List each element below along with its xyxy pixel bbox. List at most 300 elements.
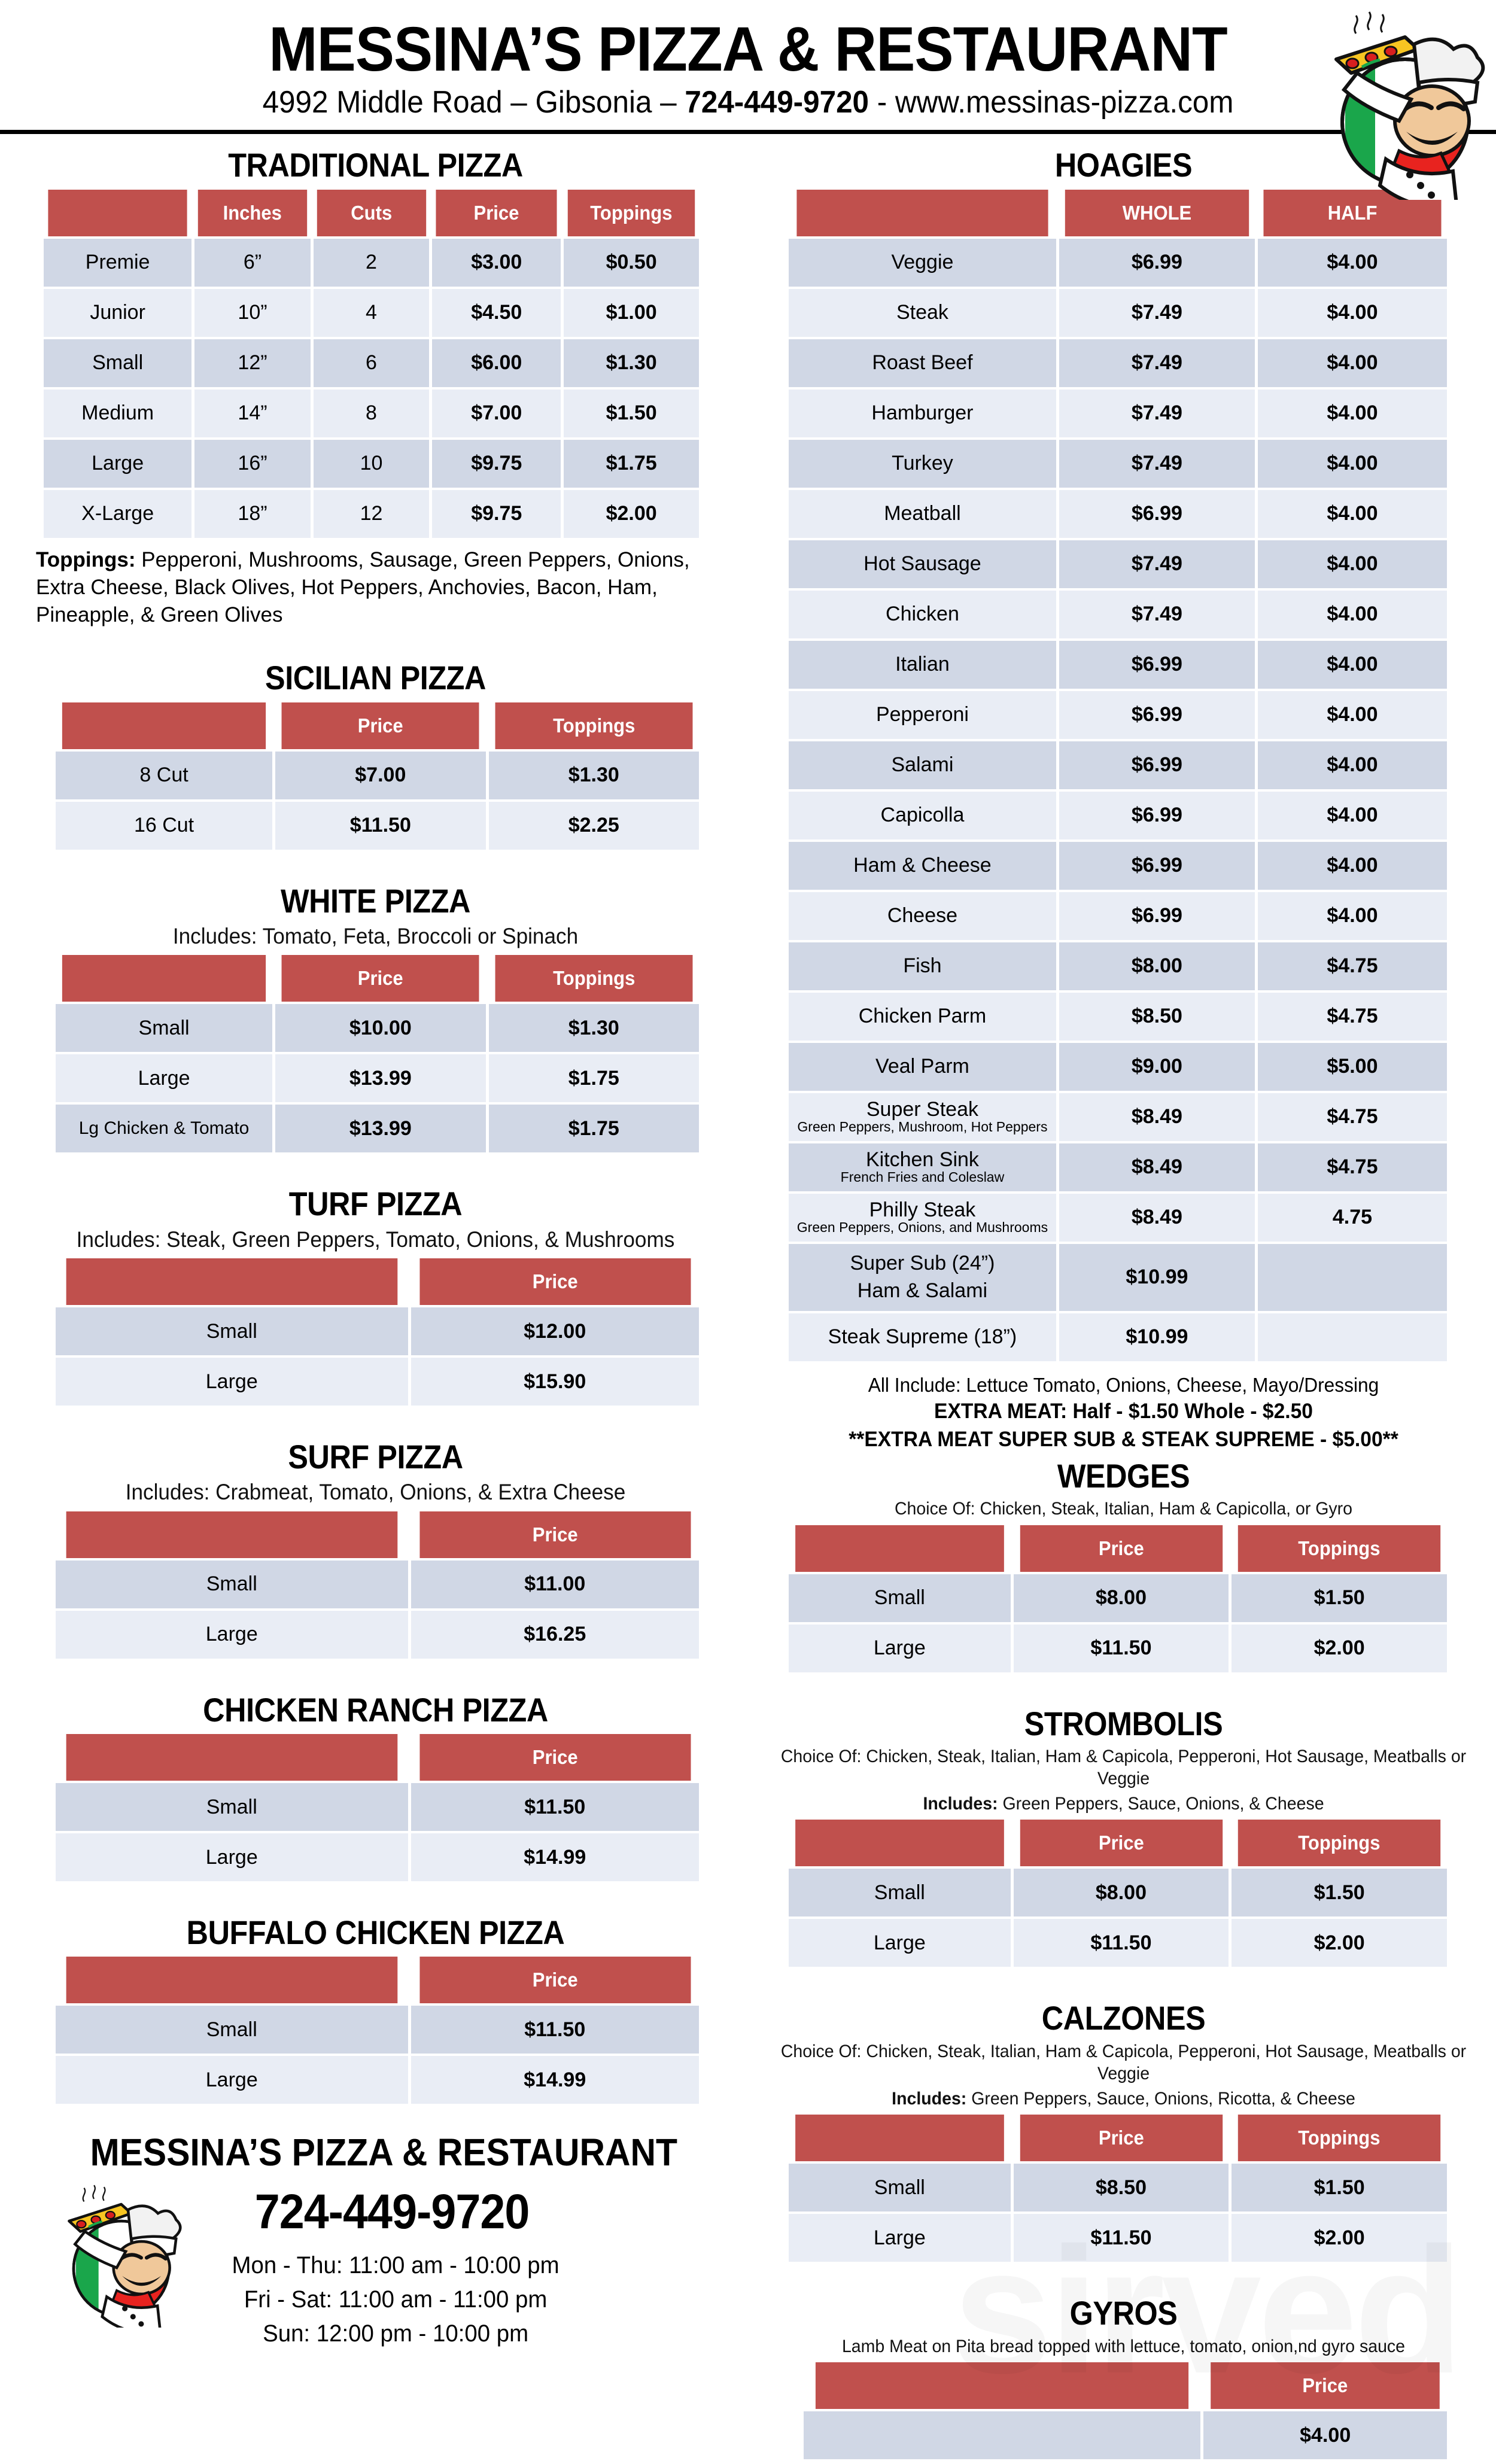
col-header-blank	[66, 1511, 397, 1558]
restaurant-contact-line	[38, 84, 1459, 130]
col-header-price: Price	[1020, 1525, 1222, 1572]
table-header-row	[56, 1957, 699, 2003]
cell-price: $11.50	[1014, 2214, 1229, 2262]
col-header-blank	[66, 1957, 397, 2003]
table-header-row	[56, 1258, 699, 1305]
table-header-row	[44, 190, 699, 236]
cell-toppings: $1.50	[1232, 1869, 1447, 1917]
hours-line: Fri - Sat: 11:00 am - 11:00 pm	[244, 2286, 548, 2313]
cell-whole: $6.99	[1059, 239, 1255, 287]
turf-pizza-subtitle: Includes: Steak, Green Peppers, Tomato, Onions, & Mushrooms	[76, 1227, 675, 1252]
cell-name: Large	[789, 1625, 1011, 1672]
hoagies-note-includes: All Include: Lettuce Tomato, Onions, Cheese, Mayo/Dressing	[868, 1373, 1379, 1396]
col-header-blank	[795, 1525, 1004, 1572]
cell-toppings: $1.75	[489, 1054, 699, 1102]
website-text[interactable]: - www.messinas-pizza.com	[869, 85, 1234, 120]
phone-number[interactable]: 724-449-9720	[685, 85, 869, 120]
surf-pizza-subtitle: Includes: Crabmeat, Tomato, Onions, & Extra Cheese	[125, 1480, 626, 1505]
address-text: 4992 Middle Road – Gibsonia –	[262, 85, 685, 120]
col-header-toppings: Toppings	[1238, 2115, 1440, 2161]
traditional-toppings-note	[36, 546, 718, 629]
table-row	[789, 792, 1447, 839]
calzones-table	[786, 2112, 1450, 2264]
cell-name: Lg Chicken & Tomato	[56, 1105, 272, 1152]
cell-price: $11.50	[1014, 1625, 1229, 1672]
cell-half: $4.00	[1258, 741, 1447, 789]
cell-price: $10.00	[275, 1004, 485, 1052]
table-header-row	[789, 1820, 1447, 1866]
footer-hours	[15, 2249, 736, 2350]
cell-half	[1258, 1313, 1447, 1361]
cell-inches: 18”	[194, 490, 311, 538]
cell-whole: $7.49	[1059, 440, 1255, 488]
surf-pizza-table	[53, 1509, 702, 1661]
cell-price: $11.50	[1014, 1919, 1229, 1967]
cell-name: X-Large	[44, 490, 191, 538]
left-column	[0, 145, 751, 2462]
col-header-blank	[816, 2362, 1189, 2409]
cell-price: $14.99	[411, 1833, 700, 1881]
cell-name: Roast Beef	[789, 339, 1056, 387]
table-row	[789, 540, 1447, 588]
table-row	[56, 1833, 699, 1881]
cell-name: Small	[44, 339, 191, 387]
cell-name: Chicken Parm	[789, 993, 1056, 1041]
cell-whole: $7.49	[1059, 289, 1255, 337]
cell-name: Steak	[789, 289, 1056, 337]
table-row	[56, 1358, 699, 1406]
cell-whole: $9.00	[1059, 1043, 1255, 1091]
cell-whole: $7.49	[1059, 591, 1255, 638]
col-header-inches: Inches	[198, 190, 307, 236]
table-row	[789, 641, 1447, 689]
gyros-table	[801, 2360, 1450, 2462]
cell-toppings: $1.30	[489, 1004, 699, 1052]
cell-name: Large	[56, 1611, 408, 1659]
turf-pizza-title: TURF PIZZA	[288, 1185, 463, 1223]
cell-name: Junior	[44, 289, 191, 337]
cell-toppings: $1.00	[564, 289, 699, 337]
table-header-row	[789, 2115, 1447, 2161]
col-header-cuts: Cuts	[317, 190, 426, 236]
cell-half: $4.75	[1258, 993, 1447, 1041]
cell-whole: $7.49	[1059, 390, 1255, 437]
cell-half: 4.75	[1258, 1194, 1447, 1242]
surf-pizza-title: SURF PIZZA	[288, 1438, 463, 1476]
cell-price: $8.50	[1014, 2164, 1229, 2211]
footer-block	[0, 2130, 751, 2387]
cell-name	[789, 1093, 1056, 1141]
cell-whole: $7.49	[1059, 540, 1255, 588]
item-note: Green Peppers, Mushroom, Hot Peppers	[797, 1118, 1048, 1134]
cell-name: Italian	[789, 641, 1056, 689]
cell-toppings: $2.00	[1232, 1625, 1447, 1672]
cell-name: Small	[789, 1869, 1011, 1917]
table-row	[789, 1244, 1447, 1311]
table-row	[789, 691, 1447, 739]
item-note: Ham & Salami	[857, 1279, 988, 1302]
cell-name: Large	[56, 1358, 408, 1406]
cell-whole: $8.49	[1059, 1093, 1255, 1141]
cell-half: $5.00	[1258, 1043, 1447, 1091]
table-row	[789, 289, 1447, 337]
hoagies-table	[786, 187, 1450, 1364]
table-row	[789, 239, 1447, 287]
cell-name: Veal Parm	[789, 1043, 1056, 1091]
cell-price: $11.50	[411, 1783, 700, 1831]
cell-name: Small	[789, 2164, 1011, 2211]
footer-phone-number[interactable]: 724-449-9720	[254, 2185, 530, 2240]
cell-half	[1258, 1244, 1447, 1311]
white-pizza-subtitle: Includes: Tomato, Feta, Broccoli or Spinach	[172, 924, 579, 949]
table-header-row	[56, 955, 699, 1002]
table-row	[789, 1574, 1447, 1622]
cell-toppings: $2.00	[1232, 1919, 1447, 1967]
table-row	[789, 1143, 1447, 1191]
table-row	[44, 289, 699, 337]
table-row	[789, 1625, 1447, 1672]
col-header-toppings: Toppings	[495, 702, 692, 749]
table-row	[804, 2411, 1447, 2459]
item-note: French Fries and Coleslaw	[840, 1169, 1005, 1185]
cell-name: Hot Sausage	[789, 540, 1056, 588]
table-row	[789, 1869, 1447, 1917]
cell-price: $11.00	[411, 1560, 700, 1608]
cell-toppings: $2.00	[564, 490, 699, 538]
table-row	[789, 490, 1447, 538]
table-row	[789, 942, 1447, 990]
cell-half: $4.00	[1258, 842, 1447, 890]
hoagies-note-extra-meat-super: **EXTRA MEAT SUPER SUB & STEAK SUPREME - $5.00**	[849, 1427, 1398, 1451]
cell-cuts: 2	[314, 239, 430, 287]
table-row	[789, 440, 1447, 488]
table-row	[56, 1560, 699, 1608]
col-header-price: Price	[282, 955, 479, 1002]
cell-cuts: 8	[314, 390, 430, 437]
item-note: Green Peppers, Onions, and Mushrooms	[796, 1219, 1048, 1235]
table-row	[789, 892, 1447, 940]
includes-text: Green Peppers, Sauce, Onions, Ricotta, & Cheese	[966, 2088, 1355, 2109]
cell-half: $4.00	[1258, 540, 1447, 588]
cell-name: Meatball	[789, 490, 1056, 538]
col-header-half: HALF	[1263, 190, 1441, 236]
cell-toppings: $2.25	[489, 802, 699, 850]
cell-price: $15.90	[411, 1358, 700, 1406]
strombolis-includes	[770, 1793, 1477, 1815]
white-pizza-title: WHITE PIZZA	[280, 881, 471, 920]
calzones-includes	[770, 2088, 1477, 2110]
col-header-price: Price	[1211, 2362, 1440, 2409]
cell-name: Pepperoni	[789, 691, 1056, 739]
col-header-price: Price	[1020, 2115, 1222, 2161]
col-header-toppings: Toppings	[495, 955, 692, 1002]
buffalo-chicken-pizza-table	[53, 1954, 702, 2106]
header-divider	[0, 130, 1496, 134]
hoagies-title: HOAGIES	[1054, 146, 1193, 184]
cell-name	[789, 1194, 1056, 1242]
cell-price: $4.00	[1203, 2411, 1447, 2459]
toppings-list: Pepperoni, Mushrooms, Sausage, Green Peppers, Onions, Extra Cheese, Black Olives, Hot Peppers, Anchovies, Bacon, Ham, Pineapple, & Green Olives	[36, 547, 690, 627]
col-header-price: Price	[419, 1511, 691, 1558]
cell-name: Small	[56, 1307, 408, 1355]
col-header-price: Price	[419, 1734, 691, 1781]
strombolis-subtitle: Choice Of: Chicken, Steak, Italian, Ham & Capicola, Pepperoni, Hot Sausage, Meatballs or Veggie	[780, 1746, 1467, 1789]
cell-whole: $6.99	[1059, 691, 1255, 739]
chicken-ranch-pizza-title: CHICKEN RANCH PIZZA	[203, 1690, 548, 1729]
cell-toppings: $1.75	[489, 1105, 699, 1152]
cell-price: $7.00	[275, 752, 485, 799]
buffalo-chicken-pizza-title: BUFFALO CHICKEN PIZZA	[186, 1914, 565, 1952]
col-header-blank	[66, 1258, 397, 1305]
col-header-toppings: Toppings	[1238, 1820, 1440, 1866]
col-header-price: Price	[1020, 1820, 1222, 1866]
table-row	[789, 339, 1447, 387]
table-row	[789, 2164, 1447, 2211]
cell-half: $4.00	[1258, 239, 1447, 287]
cell-price: $4.50	[432, 289, 561, 337]
table-header-row	[804, 2362, 1447, 2409]
col-header-price: Price	[436, 190, 557, 236]
cell-name: Medium	[44, 390, 191, 437]
table-row	[789, 591, 1447, 638]
cell-price: $3.00	[432, 239, 561, 287]
table-row	[44, 440, 699, 488]
cell-price: $12.00	[411, 1307, 700, 1355]
cell-name: Ham & Cheese	[789, 842, 1056, 890]
cell-name: Capicolla	[789, 792, 1056, 839]
table-row	[789, 1313, 1447, 1361]
cell-half: $4.00	[1258, 490, 1447, 538]
col-header-toppings: Toppings	[568, 190, 695, 236]
cell-inches: 10”	[194, 289, 311, 337]
cell-name: Large	[44, 440, 191, 488]
table-row	[56, 752, 699, 799]
table-row	[789, 1043, 1447, 1091]
cell-price: $16.25	[411, 1611, 700, 1659]
cell-whole: $6.99	[1059, 490, 1255, 538]
cell-whole: $7.49	[1059, 339, 1255, 387]
cell-whole: $8.00	[1059, 942, 1255, 990]
table-row	[789, 842, 1447, 890]
item-name: Super Sub (24”)	[850, 1251, 995, 1274]
strombolis-table	[786, 1817, 1450, 1969]
cell-whole: $6.99	[1059, 741, 1255, 789]
right-column	[751, 145, 1496, 2462]
cell-cuts: 6	[314, 339, 430, 387]
cell-cuts: 4	[314, 289, 430, 337]
traditional-pizza-title: TRADITIONAL PIZZA	[228, 146, 523, 184]
cell-inches: 16”	[194, 440, 311, 488]
cell-toppings: $0.50	[564, 239, 699, 287]
cell-name: Large	[56, 1833, 408, 1881]
includes-label: Includes:	[892, 2088, 967, 2109]
footer-restaurant-name: MESSINA’S PIZZA & RESTAURANT	[90, 2131, 677, 2174]
cell-half: $4.00	[1258, 691, 1447, 739]
hoagies-notes	[766, 1372, 1481, 1453]
cell-whole: $6.99	[1059, 842, 1255, 890]
col-header-price: Price	[419, 1258, 691, 1305]
table-row	[44, 339, 699, 387]
gyros-title: GYROS	[1069, 2294, 1178, 2332]
table-header-row	[56, 1734, 699, 1781]
table-row	[44, 390, 699, 437]
cell-price: $7.00	[432, 390, 561, 437]
cell-name: Small	[56, 1783, 408, 1831]
cell-name: Large	[56, 2056, 408, 2104]
table-row	[789, 390, 1447, 437]
table-row	[789, 1194, 1447, 1242]
traditional-pizza-table	[41, 187, 702, 540]
cell-cuts: 12	[314, 490, 430, 538]
cell-whole: $6.99	[1059, 792, 1255, 839]
table-row	[56, 2006, 699, 2054]
cell-name	[789, 1244, 1056, 1311]
table-row	[44, 490, 699, 538]
cell-name: Fish	[789, 942, 1056, 990]
table-row	[56, 1004, 699, 1052]
cell-name: Small	[56, 1560, 408, 1608]
cell-name: Cheese	[789, 892, 1056, 940]
cell-half: $4.75	[1258, 1143, 1447, 1191]
sicilian-pizza-table	[53, 700, 702, 852]
cell-name: Small	[56, 2006, 408, 2054]
col-header-blank	[795, 1820, 1004, 1866]
toppings-label: Toppings:	[36, 547, 136, 571]
item-name: Kitchen Sink	[865, 1148, 979, 1172]
cell-toppings: $1.75	[564, 440, 699, 488]
cell-half: $4.00	[1258, 289, 1447, 337]
table-header-row	[56, 702, 699, 749]
cell-price: $8.00	[1014, 1574, 1229, 1622]
col-header-whole: WHOLE	[1065, 190, 1249, 236]
cell-half: $4.00	[1258, 792, 1447, 839]
calzones-subtitle: Choice Of: Chicken, Steak, Italian, Ham & Capicola, Pepperoni, Hot Sausage, Meatballs or Veggie	[780, 2041, 1467, 2084]
turf-pizza-table	[53, 1256, 702, 1408]
cell-inches: 12”	[194, 339, 311, 387]
cell-half: $4.00	[1258, 591, 1447, 638]
chicken-ranch-pizza-table	[53, 1732, 702, 1884]
table-row	[56, 802, 699, 850]
cell-half: $4.00	[1258, 641, 1447, 689]
col-header-price: Price	[282, 702, 479, 749]
cell-toppings: $1.30	[564, 339, 699, 387]
cell-price: $8.00	[1014, 1869, 1229, 1917]
cell-whole: $10.99	[1059, 1244, 1255, 1311]
cell-name: Chicken	[789, 591, 1056, 638]
wedges-table	[786, 1523, 1450, 1675]
cell-name	[789, 1143, 1056, 1191]
col-header-blank	[62, 955, 266, 1002]
table-row	[56, 1307, 699, 1355]
cell-toppings: $1.50	[1232, 2164, 1447, 2211]
cell-half: $4.75	[1258, 942, 1447, 990]
white-pizza-table	[53, 953, 702, 1155]
cell-name	[804, 2411, 1200, 2459]
page-header	[0, 0, 1496, 134]
table-row	[789, 741, 1447, 789]
cell-name: Salami	[789, 741, 1056, 789]
cell-name: 8 Cut	[56, 752, 272, 799]
cell-price: $13.99	[275, 1105, 485, 1152]
sicilian-pizza-title: SICILIAN PIZZA	[265, 659, 486, 697]
col-header-price: Price	[419, 1957, 691, 2003]
table-row	[56, 1611, 699, 1659]
col-header-toppings: Toppings	[1238, 1525, 1440, 1572]
cell-name: Turkey	[789, 440, 1056, 488]
cell-name: Hamburger	[789, 390, 1056, 437]
cell-whole: $6.99	[1059, 641, 1255, 689]
table-row	[56, 1105, 699, 1152]
cell-whole: $8.49	[1059, 1143, 1255, 1191]
hours-line: Sun: 12:00 pm - 10:00 pm	[263, 2320, 529, 2347]
cell-toppings: $1.50	[1232, 1574, 1447, 1622]
cell-name: Large	[789, 1919, 1011, 1967]
col-header-blank	[795, 2115, 1004, 2161]
cell-price: $9.75	[432, 440, 561, 488]
table-row	[44, 239, 699, 287]
table-row	[789, 2214, 1447, 2262]
cell-half: $4.00	[1258, 339, 1447, 387]
cell-half: $4.75	[1258, 1093, 1447, 1141]
table-row	[789, 1093, 1447, 1141]
table-row	[56, 1783, 699, 1831]
cell-half: $4.00	[1258, 892, 1447, 940]
includes-text: Green Peppers, Sauce, Onions, & Cheese	[998, 1793, 1324, 1814]
wedges-subtitle: Choice Of: Chicken, Steak, Italian, Ham & Capicolla, or Gyro	[894, 1499, 1353, 1519]
hoagies-note-extra-meat: EXTRA MEAT: Half - $1.50 Whole - $2.50	[934, 1400, 1313, 1423]
cell-name: Steak Supreme (18”)	[789, 1313, 1056, 1361]
cell-price: $14.99	[411, 2056, 700, 2104]
hours-line: Mon - Thu: 11:00 am - 10:00 pm	[232, 2252, 560, 2279]
col-header-blank	[48, 190, 187, 236]
table-row	[789, 1919, 1447, 1967]
col-header-blank	[66, 1734, 397, 1781]
item-name: Philly Steak	[869, 1198, 976, 1222]
includes-label: Includes:	[923, 1793, 998, 1814]
table-header-row	[789, 1525, 1447, 1572]
cell-whole: $6.99	[1059, 892, 1255, 940]
cell-name: Large	[56, 1054, 272, 1102]
restaurant-title: MESSINA’S PIZZA & RESTAURANT	[269, 14, 1227, 84]
table-row	[56, 2056, 699, 2104]
cell-name: Premie	[44, 239, 191, 287]
cell-price: $11.50	[275, 802, 485, 850]
item-name: Super Steak	[866, 1098, 978, 1121]
cell-name: Small	[789, 1574, 1011, 1622]
col-header-blank	[796, 190, 1048, 236]
cell-name: Veggie	[789, 239, 1056, 287]
wedges-title: WEDGES	[1057, 1456, 1190, 1495]
pizza-chef-logo-icon	[1309, 2, 1489, 200]
strombolis-title: STROMBOLIS	[1024, 1704, 1223, 1742]
cell-whole: $8.49	[1059, 1194, 1255, 1242]
cell-toppings: $2.00	[1232, 2214, 1447, 2262]
cell-name: 16 Cut	[56, 802, 272, 850]
cell-whole: $10.99	[1059, 1313, 1255, 1361]
cell-name: Large	[789, 2214, 1011, 2262]
cell-price: $11.50	[411, 2006, 700, 2054]
cell-toppings: $1.30	[489, 752, 699, 799]
cell-half: $4.00	[1258, 390, 1447, 437]
table-header-row	[56, 1511, 699, 1558]
cell-name: Small	[56, 1004, 272, 1052]
cell-half: $4.00	[1258, 440, 1447, 488]
cell-price: $13.99	[275, 1054, 485, 1102]
cell-price: $9.75	[432, 490, 561, 538]
gyros-subtitle: Lamb Meat on Pita bread topped with lettuce, tomato, onion,nd gyro sauce	[841, 2336, 1406, 2356]
calzones-title: CALZONES	[1041, 1999, 1206, 2037]
col-header-blank	[62, 702, 266, 749]
